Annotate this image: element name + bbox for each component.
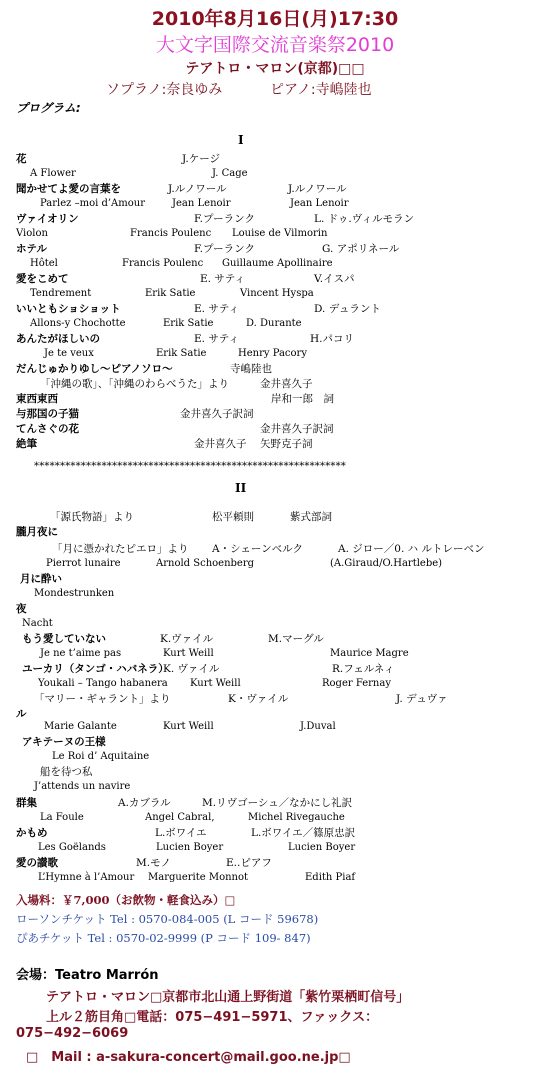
part2-row [0,871,550,885]
part2-row [0,720,550,734]
part2-title: 朧月夜に [16,526,58,538]
part1-row [0,152,550,166]
part2-row [0,750,550,764]
part1-row [0,317,550,331]
part1-heading: I [238,133,244,147]
part1-title: いいともショショット [16,303,121,315]
part1-row [0,392,550,406]
part2-composer: M.モノ [136,857,171,869]
part1-row [0,347,550,361]
part1-title: Parlez –moi d’Amour [40,198,145,209]
part1-composer: Erik Satie [156,348,207,359]
part1-composer: 金井喜久子 [194,438,247,450]
part1-composer: F.プーランク [194,213,255,225]
part1-title: Allons-y Chochotte [30,318,126,329]
part1-title: Violon [16,228,48,239]
part1-title: 与那国の子猫 [16,408,79,420]
part1-composer: J.ルノワール [168,183,227,195]
soprano-credit: ソプラノ:奈良ゆみ [106,82,223,98]
part1-row [0,272,550,286]
part2-title: Pierrot lunaire [46,558,121,569]
part2-lyricist: E..ピアフ [226,857,272,869]
part2-composer: Kurt Weill [190,678,241,689]
part1-title: Je te veux [44,348,94,359]
part1-lyricist: Guillaume Apollinaire [222,258,333,269]
part2-row [0,557,550,571]
part1-lyricist: Louise de Vilmorin [232,228,328,239]
part2-title: Youkali – Tango habanera [38,678,168,689]
part1-composer: F.プーランク [194,243,255,255]
part1-composer: Francis Poulenc [122,258,204,269]
part1-lyricist: D. Durante [246,318,302,329]
part2-lyricist: J.Duval [300,721,336,732]
program-label: プログラム: [16,101,81,115]
part1-lyricist: Henry Pacory [238,348,307,359]
part2-row [0,662,550,676]
part1-lyricist: J.ルノワール [288,183,347,195]
part2-composer: Arnold Schoenberg [156,558,255,569]
part1-composer: E. サティ [194,303,239,315]
part2-title: Les Goëlands [38,842,106,853]
piano-credit: ピアノ:寺嶋陸也 [270,82,372,98]
part2-composer: Kurt Weill [163,648,214,659]
part1-row [0,287,550,301]
part1-row [0,377,550,391]
part1-row [0,257,550,271]
part2-composer: K・ヴァイル [228,693,289,705]
part1-title: 「沖縄の歌」、「沖縄のわらべうた」より [40,378,229,390]
part1-row [0,167,550,181]
part1-lyricist: 矢野克子詞 [260,438,313,450]
part2-row [0,811,550,825]
part1-row [0,227,550,241]
part1-title: 花 [16,153,27,165]
part2-composer: 松平頼則 [212,511,254,523]
part1-composer: 金井喜久子訳詞 [180,408,254,420]
part2-composer: A・シェーンベルク [212,543,303,555]
part1-lyricist: V.イスパ [314,273,355,285]
lawson-ticket: ローソンチケット Tel : 0570-084-005 (L コード 59678) [16,912,319,926]
part1-row [0,182,550,196]
part2-title: Mondestrunken [34,588,115,599]
part2-title: 愛の讃歌 [16,857,58,869]
part1-composer: J. Cage [212,168,248,179]
part2-title: Nacht [22,618,53,629]
ticket-price: 入場料：￥7,000（お飲物・軽食込み）□ [16,893,236,907]
part1-row [0,212,550,226]
part1-title: 東西東西 [16,393,58,405]
part1-title: 絶筆 [16,438,37,450]
part1-composer: Erik Satie [163,318,214,329]
part2-title: 「月に憑かれたピエロ」より [52,543,189,555]
part1-row [0,332,550,346]
part2-row [0,677,550,691]
part2-heading: II [235,481,247,495]
part2-composer: Lucien Boyer [156,842,224,853]
part2-row [0,572,550,586]
part1-composer: Francis Poulenc [130,228,212,239]
part2-title: ル [16,708,27,720]
part2-title: 「源氏物語」より [50,511,134,523]
part2-title: 船を待つ私 [40,766,93,778]
part1-lyricist: Jean Lenoir [290,198,349,209]
contact-email[interactable]: □ Mail : a-sakura-concert@mail.goo.ne.jp□ [26,1050,351,1065]
part1-row [0,362,550,376]
part2-composer: K.ヴァイル [160,633,214,645]
pia-ticket: ぴあチケット Tel : 0570-02-9999 (P コード 109- 847) [16,931,311,945]
part1-title: ホテル [16,243,47,255]
part2-row [0,841,550,855]
part1-row [0,197,550,211]
part2-title: アキテーヌの王様 [22,736,106,748]
part2-title: Le Roi d’ Aquitaine [52,751,150,762]
part1-lyricist: Vincent Hyspa [240,288,314,299]
part1-lyricist: H.パコリ [310,333,354,345]
part2-row [0,587,550,601]
part1-composer: J.ケージ [182,153,221,165]
part2-row [0,510,550,524]
part2-row [0,525,550,539]
part1-title: 愛をこめて [16,273,69,285]
part2-row [0,632,550,646]
part1-title: てんさぐの花 [16,423,79,435]
part1-composer: E. サティ [194,333,239,345]
part1-composer: Jean Lenoir [172,198,231,209]
part2-row [0,765,550,779]
part2-title: L’Hymne à l’Amour [38,872,135,883]
part2-row [0,796,550,810]
part2-title: Marie Galante [44,721,117,732]
part2-title: 夜 [16,603,27,615]
fax-number: 075−492−6069 [16,1026,129,1041]
part2-lyricist: 紫式部詞 [290,511,332,523]
part1-lyricist: D. デュラント [314,303,381,315]
separator-line: ************************************************************ [34,461,346,472]
part1-composer: 岸和一郎 詞 [271,393,334,405]
part1-title: Tendrement [30,288,92,299]
part2-title: ユーカリ（タンゴ・ハバネラ） [22,663,169,675]
part2-title: 月に酔い [20,573,62,585]
part2-lyricist: M.マーグル [268,633,324,645]
part2-lyricist: A. ジロー／0. ハ ルトレーベン [338,543,485,555]
part1-title: だんじゅかりゆし～ピアノソロ～ [16,363,173,375]
part2-row [0,826,550,840]
part1-row [0,302,550,316]
festival-title: 大文字国際交流音楽祭2010 [155,34,395,56]
part2-composer: Marguerite Monnot [148,872,249,883]
part2-lyricist: R.フェルネィ [332,663,395,675]
part2-lyricist: J. デュヴァ [396,693,448,705]
part1-composer: 寺嶋陸也 [230,363,272,375]
part1-title: Hôtel [30,258,58,269]
part2-lyricist: Maurice Magre [330,648,409,659]
part1-title: あんたがほしいの [16,333,100,345]
part2-lyricist: (A.Giraud/O.Hartlebe) [330,558,443,569]
part1-composer: Erik Satie [145,288,196,299]
part2-composer: L.ボワイエ [155,827,207,839]
part2-row [0,647,550,661]
part2-row [0,707,550,721]
part2-row [0,780,550,794]
part1-title: A Flower [30,168,76,179]
part1-composer: 金井喜久子 [260,378,313,390]
part2-lyricist: Lucien Boyer [288,842,356,853]
part2-composer: Angel Cabral, [145,812,215,823]
venue-address-line1: テアトロ・マロン□京都市北山通上野街道「紫竹栗栖町信号」 [46,990,410,1005]
part1-row [0,422,550,436]
part1-row [0,407,550,421]
part2-title: かもめ [16,827,48,839]
part2-title: 群集 [16,797,37,809]
part1-lyricist: L. ドゥ.ヴィルモラン [314,213,415,225]
part2-row [0,692,550,706]
part2-lyricist: Roger Fernay [322,678,391,689]
part1-composer: E. サティ [200,273,245,285]
part2-title: 「マリー・ギャラント」より [34,693,171,705]
part2-row [0,617,550,631]
part2-title: Je ne t’aime pas [40,648,122,659]
part2-row [0,735,550,749]
part2-title: もう愛していない [22,633,106,645]
part2-row [0,602,550,616]
part1-title: ヴァイオリン [16,213,79,225]
part1-lyricist: G. アポリネール [322,243,400,255]
part2-lyricist: M.リヴゴーシュ／なかにし礼訳 [202,797,353,809]
part1-row [0,437,550,451]
part2-row [0,856,550,870]
venue-address-line2: 上ル２筋目角□電話：075−491−5971、ファックス： [46,1010,379,1025]
concert-date: 2010年8月16日(月)17:30 [151,8,399,30]
venue-title: テアトロ・マロン(京都)□□ [185,61,365,77]
part2-lyricist: Michel Rivegauche [248,812,345,823]
part2-lyricist: Edith Piaf [305,872,356,883]
part2-lyricist: L.ボワイエ／篠原忠訳 [251,827,356,839]
part1-row [0,242,550,256]
part2-composer: K. ヴァイル [163,663,220,675]
part2-row [0,542,550,556]
venue-label: 会場：Teatro Marrón [16,968,159,983]
part1-composer: 金井喜久子訳詞 [260,423,334,435]
part2-composer: Kurt Weill [163,721,214,732]
part2-composer: A.カブラル [118,797,171,809]
part2-title: La Foule [40,812,84,823]
part2-title: J’attends un navire [34,781,131,792]
part1-title: 聞かせてよ愛の言葉を [16,183,121,195]
